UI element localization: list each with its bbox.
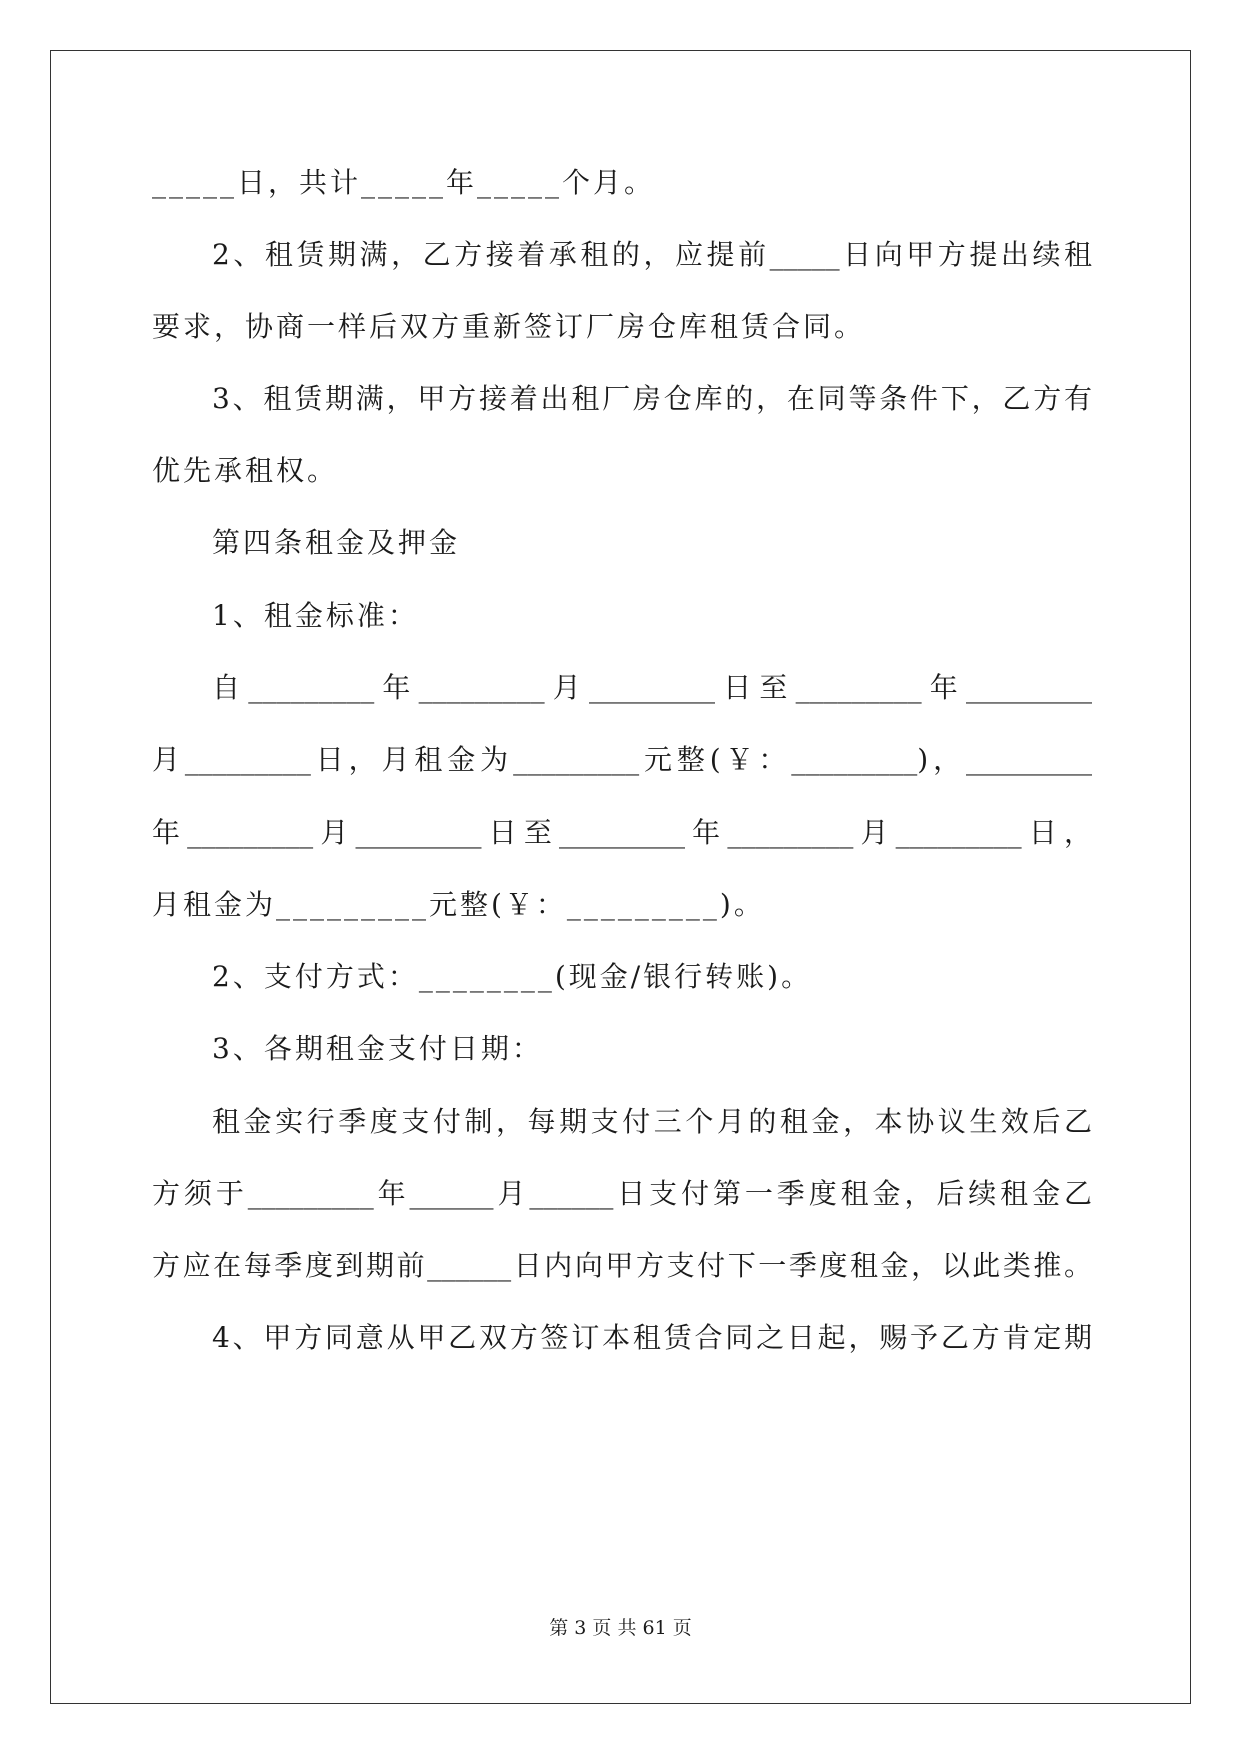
page-border (50, 50, 1191, 1704)
text-line: 月_________日，月租金为_________元整(￥：_________)，_________ (152, 743, 1092, 776)
text-line: 年_________月_________日至_________年_________月_________日， (152, 816, 1092, 849)
text-line: 租金实行季度支付制，每期支付三个月的租金，本协议生效后乙 (212, 1105, 1092, 1138)
text-line: 方须于_________年______月______日支付第一季度租金，后续租金乙 (152, 1177, 1092, 1210)
text-line: 2、租赁期满，乙方接着承租的，应提前_____日向甲方提出续租 (212, 238, 1092, 271)
text-line: 优先承租权。 (152, 454, 339, 487)
text-line: _____日，共计_____年_____个月。 (152, 166, 656, 199)
text-line: 月租金为_________元整(￥：_________)。 (152, 888, 765, 921)
text-line: 要求，协商一样后双方重新签订厂房仓库租赁合同。 (152, 310, 866, 343)
text-line: 3、租赁期满，甲方接着出租厂房仓库的，在同等条件下，乙方有 (212, 382, 1092, 415)
text-line: 方应在每季度到期前______日内向甲方支付下一季度租金，以此类推。 (152, 1249, 1092, 1282)
text-line: 3、各期租金支付日期： (212, 1032, 543, 1065)
text-line: 2、支付方式：________(现金/银行转账)。 (212, 960, 813, 993)
text-line: 1、租金标准： (212, 599, 419, 632)
text-line: 4、甲方同意从甲乙双方签订本租赁合同之日起，赐予乙方肯定期 (212, 1321, 1092, 1354)
section-heading: 第四条租金及押金 (212, 526, 461, 559)
text-line: 自_________年_________月_________日至_________年_________ (212, 671, 1092, 704)
page-number: 第 3 页 共 61 页 (549, 1617, 692, 1639)
